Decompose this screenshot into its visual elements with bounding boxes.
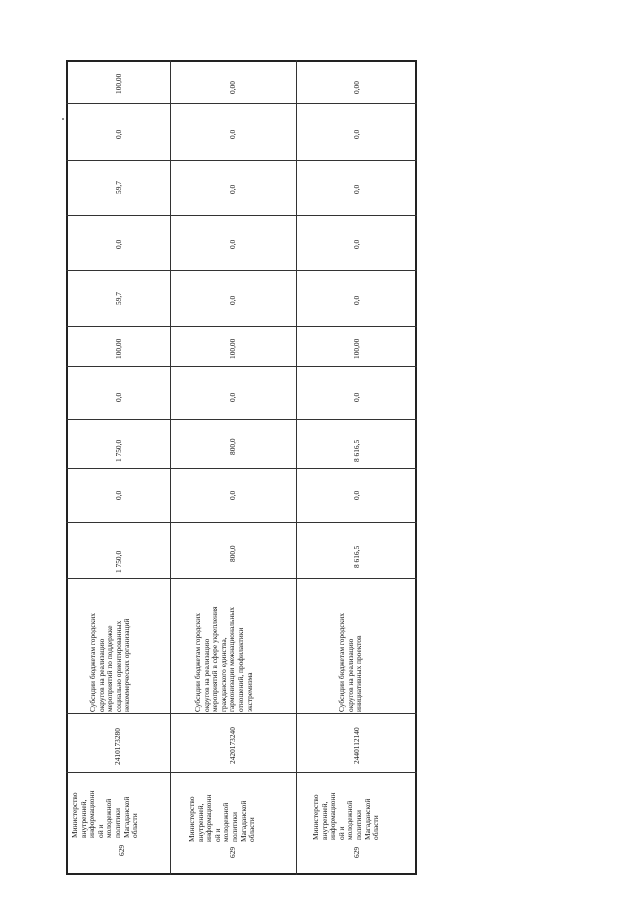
- cell-value-3: 8 616,5: [352, 439, 361, 462]
- cell-value-9: 0,0: [114, 129, 123, 139]
- cell-value-7: 0,0: [114, 239, 123, 249]
- cell-value-8: 0,0: [228, 184, 237, 194]
- cell-value-1: 800,0: [228, 545, 237, 562]
- cell-code: 629: [117, 844, 126, 856]
- cell-organization: Министерство внутренней, информационн ой и молодежной политики Магаданской области: [311, 792, 381, 840]
- cell-value-1: 8 616,5: [352, 545, 361, 568]
- cell-organization: Министерство внутренней, информационн ой и молодежной политики Магаданской области: [187, 794, 257, 842]
- cell-value-8: 0,0: [352, 184, 361, 194]
- cell-value-4: 0,0: [114, 392, 123, 402]
- cell-value-4: 0,0: [228, 392, 237, 402]
- cell-value-3: 1 750,0: [114, 439, 123, 462]
- cell-description: Субсидии бюджетам городских округов на реализацию инициативных проектов: [337, 613, 364, 712]
- column-divider: [66, 326, 417, 327]
- column-divider: [66, 160, 417, 161]
- cell-value-8: 59,7: [114, 181, 123, 194]
- column-divider: [66, 215, 417, 216]
- cell-value-2: 0,0: [114, 490, 123, 500]
- cell-value-5: 100,00: [352, 338, 361, 359]
- cell-kbk: 2440112140: [352, 727, 361, 764]
- cell-value-4: 0,0: [352, 392, 361, 402]
- column-divider: [66, 713, 417, 714]
- column-divider: [66, 366, 417, 367]
- cell-organization: Министерство внутренней, информационн ой и молодежной политики Магаданской области: [70, 790, 140, 838]
- cell-value-2: 0,0: [228, 490, 237, 500]
- cell-value-6: 0,0: [352, 295, 361, 305]
- cell-value-10: 0,00: [352, 81, 361, 94]
- column-divider: [66, 103, 417, 104]
- cell-value-10: 0,00: [228, 81, 237, 94]
- cell-value-6: 0,0: [228, 295, 237, 305]
- cell-value-2: 0,0: [352, 490, 361, 500]
- column-divider: [66, 270, 417, 271]
- cell-value-1: 1 750,0: [114, 550, 123, 573]
- cell-value-10: 100,00: [114, 73, 123, 94]
- cell-code: 629: [352, 846, 361, 858]
- cell-kbk: 2420173240: [228, 727, 237, 764]
- cell-value-3: 800,0: [228, 438, 237, 455]
- cell-value-9: 0,0: [228, 129, 237, 139]
- cell-description: Субсидии бюджетам городских округов на реализацию мероприятий в сфере укрепления гражданского единства, гармонизации межнациональных отношений, профилактики экстремизма: [193, 606, 254, 712]
- scan-speck: [62, 118, 64, 120]
- cell-description: Субсидии бюджетам городских округов на реализацию мероприятий по поддержке социально ориентированных некоммерческих организаций: [88, 613, 132, 712]
- cell-value-5: 100,00: [114, 338, 123, 359]
- column-divider: [66, 522, 417, 523]
- cell-kbk: 2410173280: [113, 728, 122, 765]
- cell-code: 629: [228, 846, 237, 858]
- cell-value-5: 100,00: [228, 338, 237, 359]
- cell-value-7: 0,0: [352, 239, 361, 249]
- cell-value-7: 0,0: [228, 239, 237, 249]
- column-divider: [66, 419, 417, 420]
- column-divider: [66, 468, 417, 469]
- cell-value-9: 0,0: [352, 129, 361, 139]
- cell-value-6: 59,7: [114, 292, 123, 305]
